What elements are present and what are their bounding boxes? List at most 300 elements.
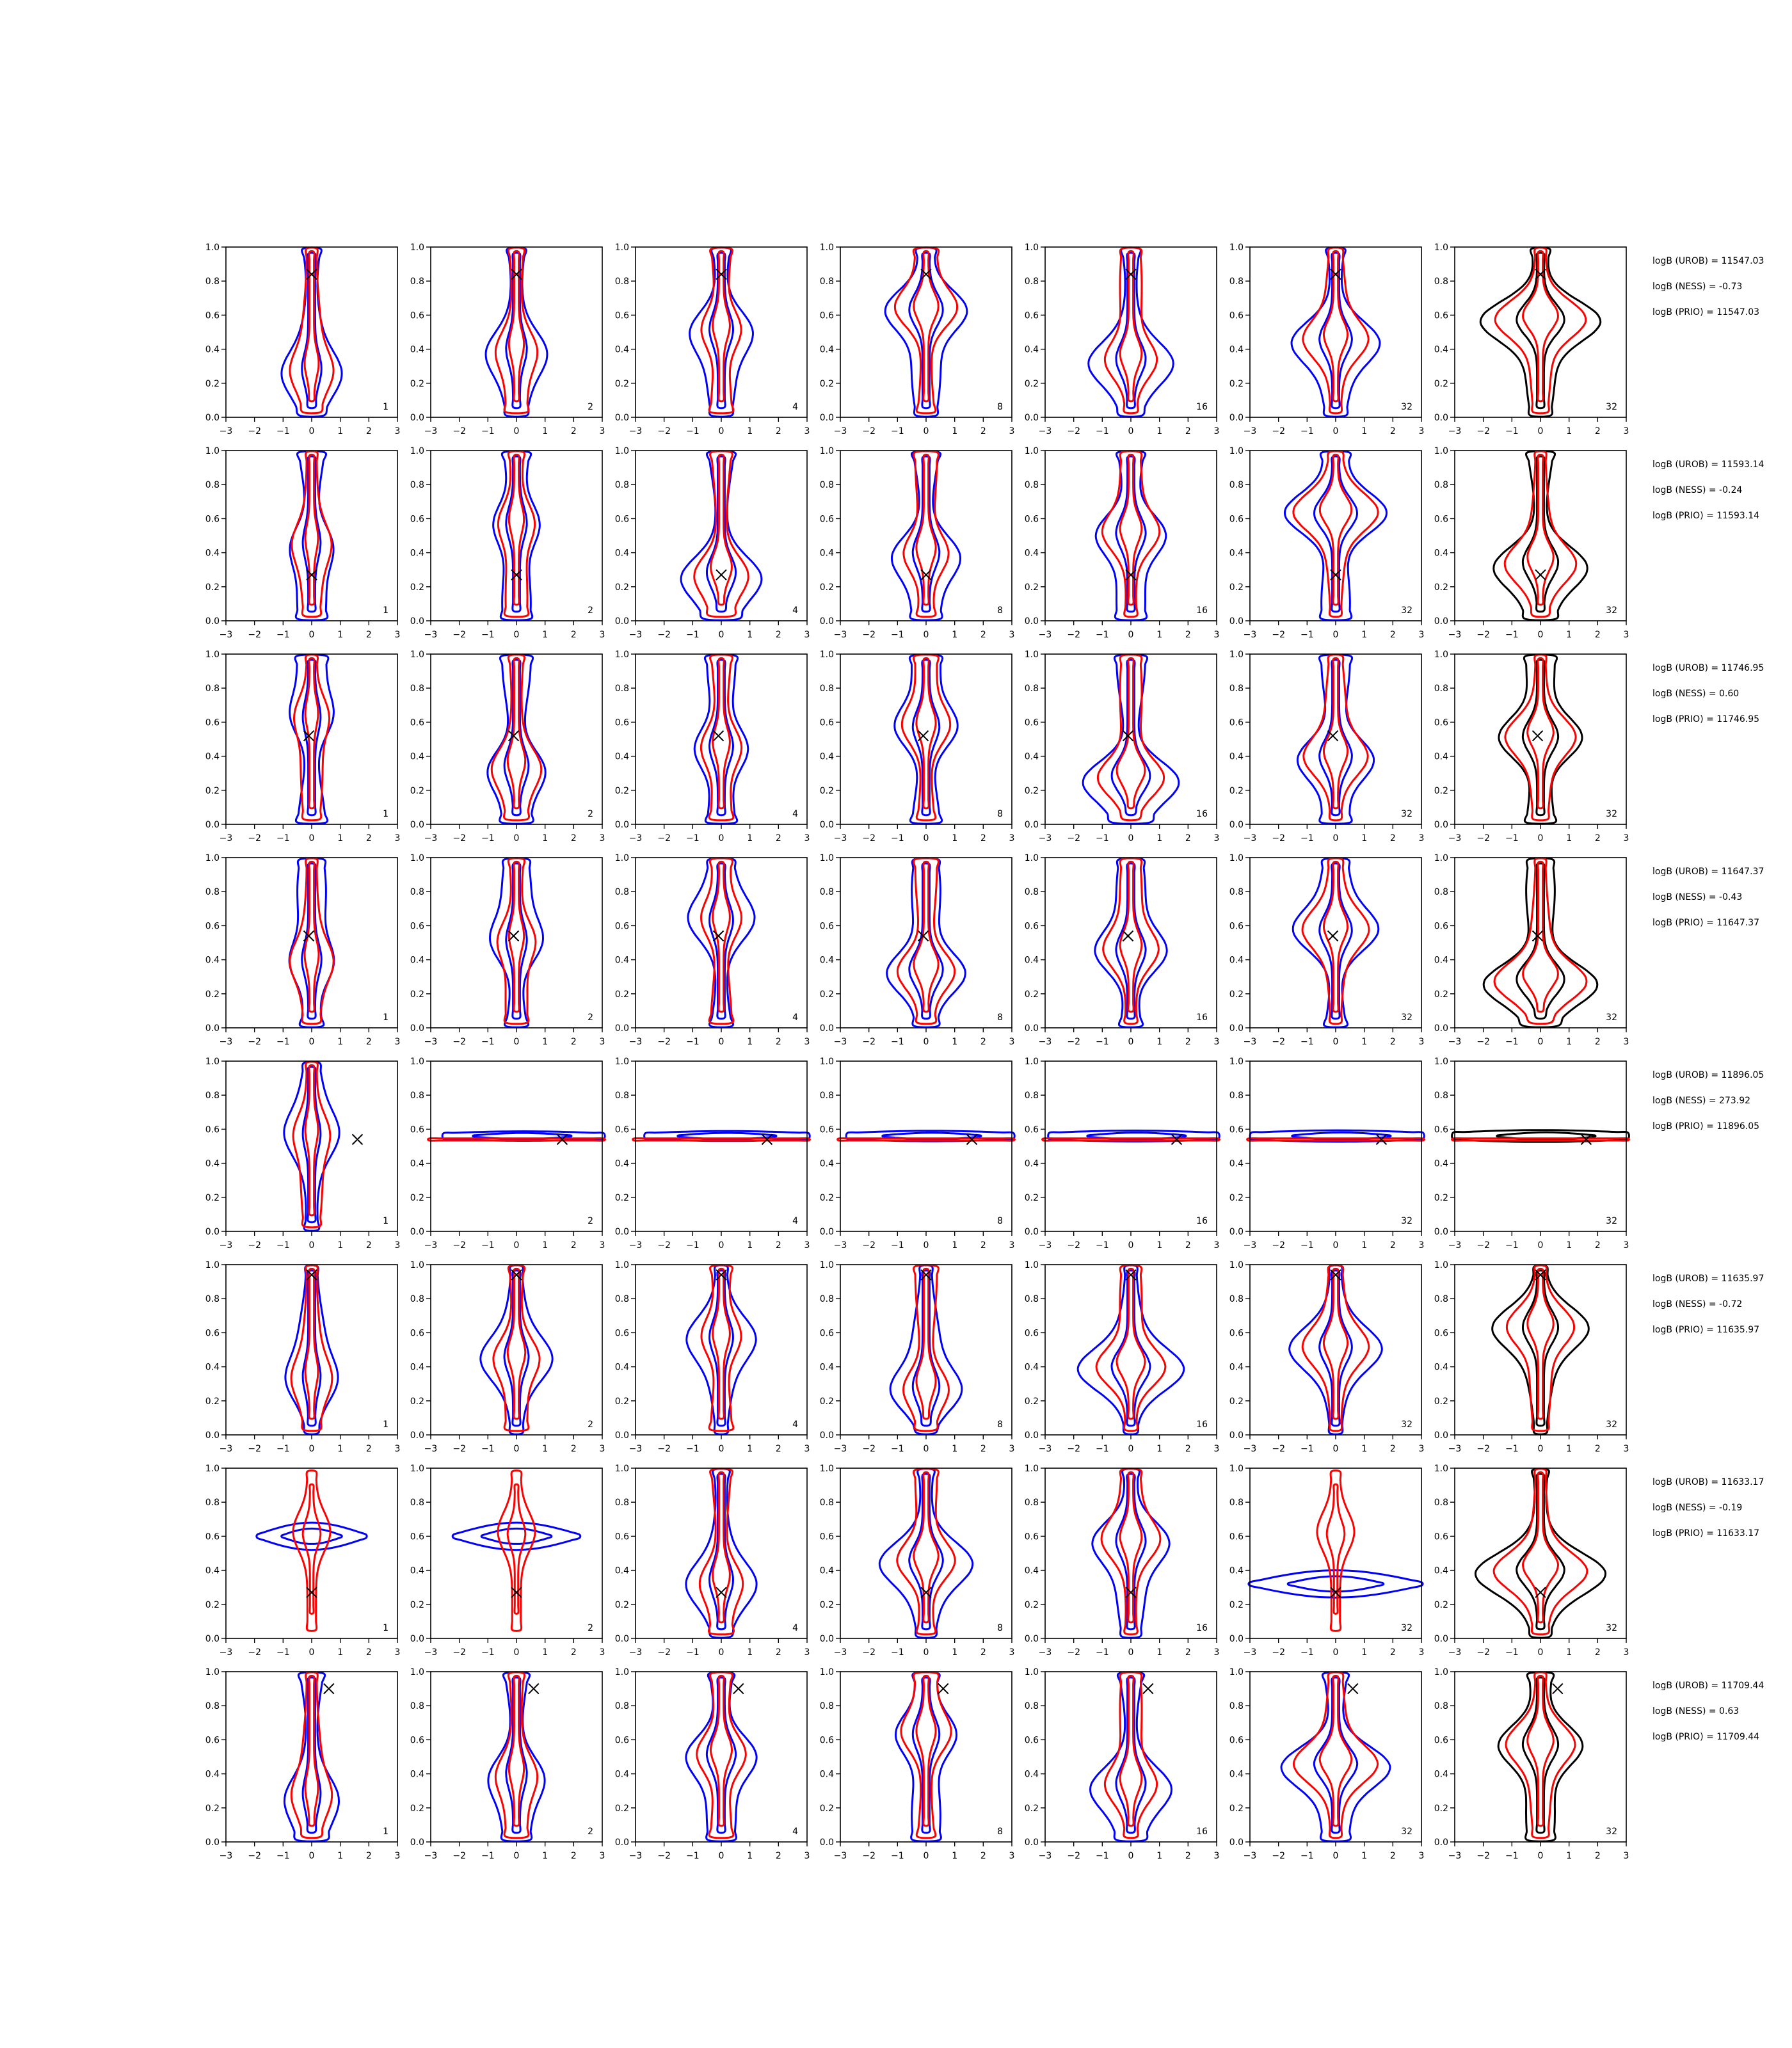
x-tick-label: 0 [1537, 426, 1544, 436]
x-tick-label: −1 [891, 1037, 904, 1047]
x-tick-label: 0 [718, 1037, 724, 1047]
x-tick-label: 2 [980, 1240, 986, 1251]
x-tick-label: −2 [1476, 426, 1490, 436]
x-tick-label: 0 [1332, 426, 1339, 436]
panel-r5-c3 [615, 1057, 810, 1251]
y-tick-label: 0.6 [1024, 717, 1039, 728]
x-tick-label: 0 [1128, 1444, 1134, 1454]
x-tick-label: 2 [365, 426, 372, 436]
x-tick-label: 0 [718, 426, 724, 436]
y-tick-label: 0.2 [1024, 582, 1039, 593]
y-tick-label: 0.8 [1434, 887, 1448, 898]
y-tick-label: 0.8 [1024, 684, 1039, 694]
x-tick-label: 3 [1009, 1037, 1015, 1047]
x-tick-label: −3 [628, 1851, 643, 1861]
panel-label: 2 [588, 402, 593, 412]
x-tick-label: 1 [747, 1240, 753, 1251]
y-tick-label: 1.0 [1434, 1260, 1448, 1270]
x-tick-label: −3 [1448, 630, 1462, 640]
panel-label: 8 [997, 402, 1003, 412]
panel-label: 4 [792, 605, 798, 616]
x-tick-label: 3 [599, 1851, 605, 1861]
panel-label: 8 [997, 605, 1003, 616]
x-tick-label: −2 [862, 1647, 876, 1658]
y-tick-label: 1.0 [1024, 853, 1039, 863]
contour-outer [452, 1523, 580, 1550]
x-tick-label: 0 [1537, 1240, 1544, 1251]
y-tick-label: 0.8 [1229, 887, 1244, 898]
axes-frame [1455, 858, 1626, 1028]
x-tick-label: 2 [980, 1037, 986, 1047]
y-tick-label: 0.6 [1229, 1532, 1244, 1542]
y-tick-label: 0.4 [205, 1769, 220, 1780]
x-tick-label: 2 [570, 1851, 577, 1861]
logB-annotations-row-3 [1652, 663, 1764, 724]
x-tick-label: −1 [686, 1851, 700, 1861]
x-tick-label: 3 [1623, 1647, 1629, 1658]
x-tick-label: −3 [424, 833, 438, 844]
y-tick-label: 1.0 [410, 1464, 424, 1474]
x-tick-label: 3 [1623, 426, 1629, 436]
axes-frame [431, 858, 602, 1028]
y-tick-label: 0.2 [1024, 378, 1039, 389]
y-tick-label: 0.0 [1434, 413, 1448, 423]
y-tick-label: 1.0 [205, 446, 220, 456]
logB-ness-text: logB (NESS) = -0.73 [1652, 282, 1743, 292]
x-tick-label: 1 [952, 1647, 958, 1658]
x-tick-label: 1 [337, 1444, 344, 1454]
y-tick-label: 0.0 [1229, 1837, 1244, 1848]
y-tick-label: 0.2 [1024, 1803, 1039, 1814]
x-tick-label: −3 [833, 426, 847, 436]
x-tick-label: 0 [308, 426, 315, 436]
x-tick-label: −1 [481, 426, 495, 436]
y-tick-label: 0.0 [1024, 616, 1039, 627]
y-tick-label: 0.6 [819, 514, 834, 525]
panel-r3-c6 [1229, 650, 1425, 844]
y-tick-label: 0.2 [819, 1599, 834, 1610]
panel-r7-c7 [1434, 1464, 1629, 1658]
x-tick-label: 3 [1009, 426, 1015, 436]
contour-outer [1480, 248, 1601, 417]
logB-ness-text: logB (NESS) = 273.92 [1652, 1096, 1751, 1106]
x-tick-label: −1 [481, 1647, 495, 1658]
x-tick-label: −3 [424, 1444, 438, 1454]
x-tick-label: −1 [891, 426, 904, 436]
y-tick-label: 0.4 [1229, 548, 1244, 559]
panel-label: 16 [1196, 1623, 1208, 1633]
panel-r8-c6 [1229, 1667, 1425, 1861]
panel-label: 2 [588, 1012, 593, 1023]
x-tick-label: 1 [747, 1647, 753, 1658]
x-tick-label: −2 [452, 1851, 466, 1861]
y-tick-label: 0.6 [1229, 514, 1244, 525]
y-tick-label: 0.4 [1434, 751, 1448, 762]
x-tick-label: −2 [452, 1240, 466, 1251]
y-tick-label: 0.6 [1434, 310, 1448, 321]
panel-r7-c4 [820, 1464, 1015, 1658]
y-tick-label: 0.8 [614, 1498, 629, 1508]
y-tick-label: 0.6 [205, 1328, 220, 1339]
logB-ness-text: logB (NESS) = -0.43 [1652, 892, 1743, 902]
x-tick-label: −1 [1096, 1240, 1109, 1251]
y-tick-label: 0.4 [614, 751, 629, 762]
x-tick-label: −2 [452, 426, 466, 436]
x-tick-label: 0 [923, 833, 929, 844]
x-tick-label: −2 [1067, 1851, 1080, 1861]
x-tick-label: 1 [1566, 1444, 1572, 1454]
contour-red-outer [1096, 1265, 1165, 1431]
x-tick-label: −3 [1448, 1444, 1462, 1454]
panel-label: 1 [383, 605, 388, 616]
x-tick-label: −1 [1300, 1240, 1314, 1251]
y-tick-label: 0.6 [819, 921, 834, 932]
y-tick-label: 0.0 [410, 413, 424, 423]
y-tick-label: 1.0 [614, 1667, 629, 1677]
y-tick-label: 0.8 [819, 1701, 834, 1712]
axes-frame [636, 451, 807, 621]
x-tick-label: −2 [1272, 1851, 1285, 1861]
y-tick-label: 0.6 [819, 1328, 834, 1339]
y-tick-label: 1.0 [410, 1260, 424, 1270]
x-tick-label: −1 [891, 1647, 904, 1658]
x-tick-label: −1 [481, 1240, 495, 1251]
x-tick-label: −3 [219, 426, 233, 436]
x-tick-label: 0 [1332, 630, 1339, 640]
x-tick-label: −1 [686, 1037, 700, 1047]
y-tick-label: 1.0 [1229, 853, 1244, 863]
x-tick-label: 2 [980, 1851, 986, 1861]
contour-inner [504, 660, 529, 815]
y-tick-label: 0.4 [819, 1158, 834, 1169]
x-tick-label: 3 [394, 1851, 401, 1861]
panel-r4-c4 [820, 853, 1015, 1047]
contour-outer [690, 248, 753, 417]
y-tick-label: 0.6 [205, 1532, 220, 1542]
x-tick-label: 1 [337, 833, 344, 844]
x-tick-label: 0 [923, 1240, 929, 1251]
panel-label: 32 [1606, 809, 1617, 819]
x-tick-label: 1 [952, 630, 958, 640]
x-tick-label: 0 [1332, 1240, 1339, 1251]
x-tick-label: 3 [804, 833, 810, 844]
true-value-marker [1533, 731, 1543, 741]
axes-frame [1250, 1061, 1421, 1231]
logB-ness-text: logB (NESS) = 0.63 [1652, 1706, 1740, 1716]
panel-label: 1 [383, 809, 388, 819]
x-tick-label: 3 [1418, 1851, 1425, 1861]
y-tick-label: 1.0 [205, 1057, 220, 1067]
axes-frame [226, 1061, 397, 1231]
x-tick-label: 2 [365, 1647, 372, 1658]
y-tick-label: 0.8 [1024, 480, 1039, 491]
y-tick-label: 0.4 [614, 955, 629, 966]
axes-frame [226, 1672, 397, 1842]
x-tick-label: −1 [891, 1444, 904, 1454]
x-tick-label: −2 [1067, 1444, 1080, 1454]
panel-r6-c6 [1229, 1260, 1425, 1454]
x-tick-label: −3 [1038, 426, 1052, 436]
axes-frame [636, 1468, 807, 1638]
y-tick-label: 0.2 [1229, 785, 1244, 796]
x-tick-label: −3 [424, 1851, 438, 1861]
y-tick-label: 0.6 [614, 1328, 629, 1339]
y-tick-label: 1.0 [1434, 243, 1448, 253]
x-tick-label: 2 [365, 1444, 372, 1454]
x-tick-label: −3 [1038, 1444, 1052, 1454]
y-tick-label: 0.4 [410, 1769, 424, 1780]
y-tick-label: 0.2 [1434, 1599, 1448, 1610]
y-tick-label: 1.0 [205, 1667, 220, 1677]
x-tick-label: −2 [1067, 833, 1080, 844]
panel-r7-c1 [205, 1464, 401, 1658]
panel-label: 2 [588, 605, 593, 616]
y-tick-label: 0.4 [1229, 1769, 1244, 1780]
y-tick-label: 1.0 [1434, 1667, 1448, 1677]
x-tick-label: 1 [1361, 1647, 1368, 1658]
contour-red-outer [895, 248, 957, 413]
contour-outer [1091, 1672, 1172, 1841]
contour-outer [285, 1672, 339, 1841]
x-tick-label: −3 [219, 1240, 233, 1251]
contour-inner [1116, 1474, 1146, 1629]
y-tick-label: 0.8 [205, 1294, 220, 1305]
x-tick-label: 3 [1213, 1037, 1220, 1047]
x-tick-label: 3 [1009, 833, 1015, 844]
axes-frame [1045, 1672, 1217, 1842]
y-tick-label: 0.0 [1229, 413, 1244, 423]
x-tick-label: 3 [394, 630, 401, 640]
y-tick-label: 1.0 [205, 243, 220, 253]
x-tick-label: 3 [1418, 1037, 1425, 1047]
x-tick-label: 2 [570, 426, 577, 436]
y-tick-label: 0.6 [819, 717, 834, 728]
contour-outer [1096, 451, 1166, 620]
x-tick-label: 0 [1537, 630, 1544, 640]
y-tick-label: 0.4 [1434, 955, 1448, 966]
y-tick-label: 0.2 [614, 785, 629, 796]
x-tick-label: −3 [833, 1851, 847, 1861]
y-tick-label: 0.0 [614, 1227, 629, 1237]
contour-inner [506, 456, 527, 612]
y-tick-label: 0.4 [1229, 751, 1244, 762]
y-tick-label: 0.8 [1024, 1294, 1039, 1305]
panel-r6-c4 [820, 1260, 1015, 1454]
x-tick-label: 1 [1156, 1037, 1163, 1047]
x-tick-label: −1 [1300, 1037, 1314, 1047]
y-tick-label: 0.6 [1434, 921, 1448, 932]
x-tick-label: −3 [424, 1240, 438, 1251]
y-tick-label: 0.6 [205, 1124, 220, 1135]
x-tick-label: 0 [718, 630, 724, 640]
y-tick-label: 0.2 [1434, 989, 1448, 1000]
y-tick-label: 0.6 [1434, 1124, 1448, 1135]
x-tick-label: 2 [1389, 1037, 1396, 1047]
x-tick-label: 2 [1185, 1444, 1191, 1454]
panel-label: 8 [997, 1420, 1003, 1430]
x-tick-label: 2 [1594, 630, 1601, 640]
x-tick-label: 2 [1594, 833, 1601, 844]
y-tick-label: 0.0 [205, 1634, 220, 1644]
x-tick-label: −3 [1038, 1647, 1052, 1658]
x-tick-label: −3 [219, 630, 233, 640]
x-tick-label: −2 [657, 833, 671, 844]
x-tick-label: 1 [542, 833, 548, 844]
contour-inner [1288, 1576, 1384, 1592]
axes-frame [1455, 247, 1626, 417]
y-tick-label: 0.6 [205, 310, 220, 321]
y-tick-label: 0.4 [819, 1769, 834, 1780]
panel-r1-c4 [820, 243, 1015, 436]
contour-outer [1078, 1265, 1184, 1434]
contour-outer [681, 451, 762, 620]
x-tick-label: 1 [542, 426, 548, 436]
contour-red-outer [1494, 1469, 1587, 1635]
x-tick-label: 0 [308, 630, 315, 640]
y-tick-label: 1.0 [1229, 650, 1244, 660]
y-tick-label: 0.4 [819, 548, 834, 559]
x-tick-label: −2 [657, 1240, 671, 1251]
y-tick-label: 0.2 [410, 1803, 424, 1814]
x-tick-label: 3 [1009, 630, 1015, 640]
y-tick-label: 0.2 [205, 1803, 220, 1814]
y-tick-label: 0.0 [614, 413, 629, 423]
y-tick-label: 0.4 [614, 1362, 629, 1373]
x-tick-label: −1 [276, 1647, 290, 1658]
x-tick-label: 0 [1128, 630, 1134, 640]
axes-frame [431, 451, 602, 621]
y-tick-label: 1.0 [614, 1260, 629, 1270]
x-tick-label: −1 [891, 630, 904, 640]
x-tick-label: −3 [1448, 426, 1462, 436]
contour-outer [895, 1672, 956, 1841]
y-tick-label: 1.0 [819, 1260, 834, 1270]
x-tick-label: 2 [1594, 1037, 1601, 1047]
x-tick-label: 0 [1537, 1851, 1544, 1861]
y-tick-label: 0.8 [1434, 684, 1448, 694]
contour-red-outer [1506, 1672, 1575, 1838]
contour-red-outer [498, 451, 534, 617]
x-tick-label: 0 [308, 833, 315, 844]
x-tick-label: −3 [1243, 833, 1257, 844]
x-tick-label: −3 [219, 1647, 233, 1658]
x-tick-label: 3 [1213, 1444, 1220, 1454]
x-tick-label: 0 [513, 1851, 520, 1861]
x-tick-label: 2 [365, 1851, 372, 1861]
x-tick-label: 1 [1361, 1851, 1368, 1861]
x-tick-label: −1 [481, 1444, 495, 1454]
x-tick-label: −3 [628, 1037, 643, 1047]
y-tick-label: 0.0 [1434, 1837, 1448, 1848]
panel-label: 2 [588, 1827, 593, 1837]
contour-inner [1112, 1270, 1150, 1426]
x-tick-label: 2 [775, 1851, 781, 1861]
x-tick-label: −1 [686, 1444, 700, 1454]
x-tick-label: 0 [513, 833, 520, 844]
x-tick-label: 0 [923, 426, 929, 436]
x-tick-label: −1 [1505, 1444, 1519, 1454]
panel-label: 32 [1401, 1012, 1412, 1023]
y-tick-label: 1.0 [205, 650, 220, 660]
panel-r4-c2 [410, 853, 605, 1047]
true-value-marker [1376, 1134, 1386, 1144]
panel-label: 2 [588, 1420, 593, 1430]
y-tick-label: 1.0 [1229, 446, 1244, 456]
x-tick-label: 2 [570, 833, 577, 844]
logB-annotations-row-2 [1652, 460, 1764, 521]
y-tick-label: 0.0 [1434, 1227, 1448, 1237]
x-tick-label: 2 [1389, 1240, 1396, 1251]
x-tick-label: 1 [952, 426, 958, 436]
y-tick-label: 0.8 [1229, 480, 1244, 491]
panel-r4-c5 [1025, 853, 1220, 1047]
panel-label: 8 [997, 1216, 1003, 1226]
y-tick-label: 0.2 [1024, 1396, 1039, 1407]
y-tick-label: 0.4 [1229, 344, 1244, 355]
y-tick-label: 0.8 [1434, 1498, 1448, 1508]
logB-ness-text: logB (NESS) = -0.19 [1652, 1503, 1743, 1513]
contour-red-inner [1120, 454, 1142, 605]
x-tick-label: −1 [1505, 1851, 1519, 1861]
y-tick-label: 0.2 [410, 1192, 424, 1203]
x-tick-label: 1 [1361, 833, 1368, 844]
x-tick-label: 3 [804, 1647, 810, 1658]
y-tick-label: 0.6 [1434, 1735, 1448, 1746]
y-tick-label: 1.0 [819, 1464, 834, 1474]
y-tick-label: 0.4 [1229, 1158, 1244, 1169]
y-tick-label: 1.0 [1024, 243, 1039, 253]
y-tick-label: 0.4 [1434, 1362, 1448, 1373]
axes-frame [1250, 1265, 1421, 1435]
y-tick-label: 1.0 [1434, 1464, 1448, 1474]
y-tick-label: 0.0 [1229, 1634, 1244, 1644]
y-tick-label: 0.2 [1229, 1192, 1244, 1203]
x-tick-label: −2 [1272, 1444, 1285, 1454]
x-tick-label: −3 [1243, 1037, 1257, 1047]
x-tick-label: −3 [833, 833, 847, 844]
y-tick-label: 0.8 [1434, 1294, 1448, 1305]
x-tick-label: −3 [1038, 833, 1052, 844]
y-tick-label: 0.0 [410, 1837, 424, 1848]
x-tick-label: −1 [276, 1240, 290, 1251]
y-tick-label: 0.8 [614, 276, 629, 287]
x-tick-label: −2 [1476, 1240, 1490, 1251]
panel-label: 16 [1196, 402, 1208, 412]
x-tick-label: 1 [337, 1240, 344, 1251]
x-tick-label: 3 [804, 1444, 810, 1454]
y-tick-label: 0.4 [1024, 751, 1039, 762]
y-tick-label: 0.6 [1229, 310, 1244, 321]
contour-red-outer [1507, 1265, 1574, 1431]
panel-label: 32 [1606, 1623, 1617, 1633]
x-tick-label: 1 [1566, 833, 1572, 844]
true-value-marker [1553, 1684, 1563, 1694]
contour-outer [1475, 1469, 1605, 1638]
y-tick-label: 0.0 [1024, 1430, 1039, 1441]
axes-frame [1045, 247, 1217, 417]
y-tick-label: 0.0 [819, 1837, 834, 1848]
true-value-marker [1348, 1684, 1358, 1694]
x-tick-label: −1 [1300, 1851, 1314, 1861]
contour-outer [1492, 1265, 1589, 1434]
contour-red-outer [1103, 858, 1159, 1024]
y-tick-label: 0.4 [819, 1362, 834, 1373]
y-tick-label: 0.6 [1229, 717, 1244, 728]
x-tick-label: 0 [513, 1444, 520, 1454]
y-tick-label: 0.8 [1024, 1091, 1039, 1101]
x-tick-label: −1 [1300, 1444, 1314, 1454]
axes-frame [840, 247, 1012, 417]
